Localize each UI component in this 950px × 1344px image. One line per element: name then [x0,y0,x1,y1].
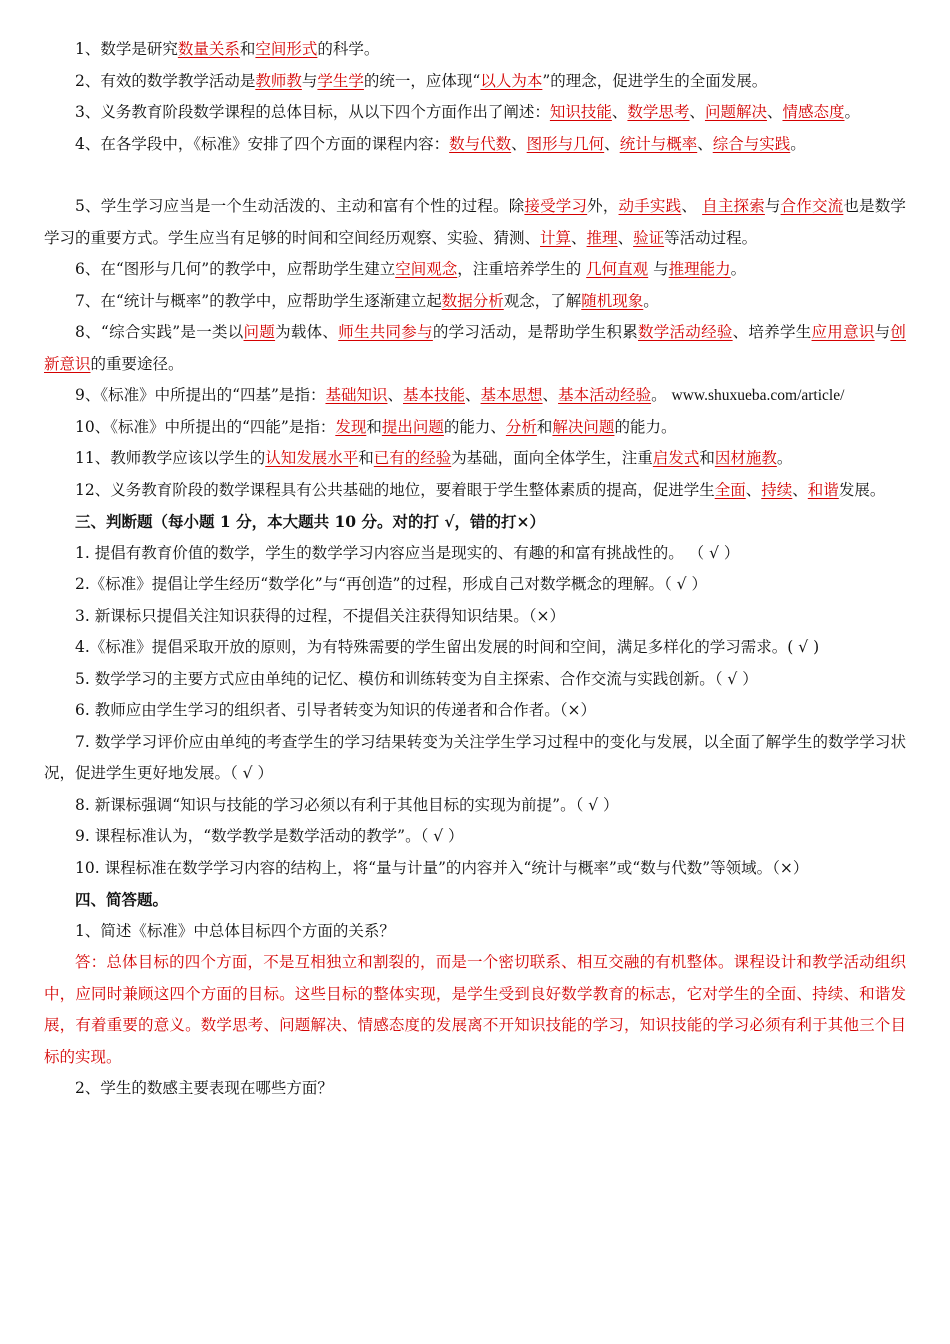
answer-blank: 综合与实践 [712,134,791,153]
text-segment: 的科学。 [317,40,380,58]
question-paragraph [44,443,906,475]
text-segment: 2.《标准》提倡让学生经历“数学化”与“再创造”的过程，形成自己对数学概念的理解。（ √ ） [75,575,707,593]
text-segment: 3、义务教育阶段数学课程的总体目标，从以下四个方面作出了阐述： [75,103,550,121]
answer-blank: 应用意识 [811,323,875,341]
answer-blank: 数与代数 [449,134,512,153]
question-paragraph [44,191,906,254]
text-segment: 发展。 [838,480,886,499]
text-segment: 4、在各学段中，《标准》安排了四个方面的课程内容： [75,134,450,153]
text-segment: 的能力。 [614,417,677,436]
text-segment: 。 [651,386,672,404]
text-segment: 、 [745,480,762,499]
question-paragraph [44,286,906,318]
answer-blank: 随机现象 [581,291,644,310]
text-segment: 2、有效的数学教学活动是 [75,71,256,90]
question-paragraph [44,254,906,286]
answer-blank: 推理 [586,228,618,247]
text-segment: 、 [617,228,634,247]
text-segment: 。 [790,134,806,153]
text-segment: 的能力、 [443,417,506,436]
answer-blank: 几何直观 [586,260,649,278]
answer-blank: 数学活动经验 [637,323,733,341]
text-segment: 4.《标准》提倡采取开放的原则，为有特殊需要的学生留出发展的时间和空间，满足多样化的学习需求。( √ ) [75,638,820,656]
text-segment: 、 [465,386,481,404]
text-segment: 与 [764,197,781,215]
question-paragraph [44,129,906,161]
text-segment: 观念，了解 [503,291,582,310]
text-segment: 、 [542,386,559,404]
text-segment: 、 [766,103,783,121]
text-segment: 5. 数学学习的主要方式应由单纯的记忆、模仿和训练转变为自主探索、合作交流与实践创新。（ √ ） [75,669,758,688]
text-segment: 、 [511,134,527,153]
text-segment: 2、学生的数感主要表现在哪些方面？ [75,1079,333,1097]
answer-blank: 验证 [633,228,665,247]
text-segment: 11、教师教学应该以学生的 [75,449,266,467]
answer-blank: 分析 [505,417,537,436]
question-paragraph [44,1073,906,1105]
text-segment: 。 [776,449,793,467]
text-segment: 和 [358,449,374,467]
text-segment: 为基础，面向全体学生，注重 [451,449,653,467]
answer-blank: 基础知识 [325,386,388,404]
text-segment: 与 [648,260,669,278]
text-segment: 也是数学学习的重要方式。学生应当有足够的时间和空间经历观察、实验、猜测、 [44,197,906,247]
text-segment: 、培养学生 [732,323,812,341]
text-segment: 和 [366,417,382,436]
text-segment: 7、在“统计与概率”的教学中，应帮助学生逐渐建立起 [75,291,442,310]
text-segment: 、 [611,103,628,121]
question-paragraph [44,695,906,727]
text-segment: 6、在“图形与几何”的教学中，应帮助学生建立 [75,260,396,278]
text-segment: ，注重培养学生的 [457,260,587,278]
question-paragraph [44,821,906,853]
answer-blank: 创新意识 [44,323,906,373]
question-paragraph [44,790,906,822]
text-segment: 三、判断题（每小题 1 分，本大题共 10 分。对的打 √，错的打×） [75,512,546,531]
question-paragraph [44,538,906,570]
question-paragraph [44,475,906,507]
answer-blank: 基本活动经验 [558,386,652,404]
answer-paragraph [44,947,906,1073]
answer-blank: 提出问题 [381,417,444,436]
question-paragraph [44,380,906,412]
question-paragraph [44,601,906,633]
answer-blank: 图形与几何 [526,134,605,153]
answer-blank: 发现 [335,417,367,436]
section-heading [44,506,906,538]
text-segment: 四、简答题。 [75,890,169,909]
question-paragraph [44,97,906,129]
answer-blank: 学生学 [317,71,364,90]
question-paragraph [44,664,906,696]
answer-blank: 知识技能 [549,103,612,121]
text-segment: 和 [239,40,256,58]
text-segment: 为载体、 [275,323,339,341]
answer-blank: 问题解决 [704,103,767,121]
question-paragraph [44,853,906,885]
text-segment: 1. 提倡有教育价值的数学，学生的数学学习内容应当是现实的、有趣的和富有挑战性的。 （ √ ） [75,543,740,562]
text-segment: 。 [643,291,659,310]
text-segment: 8. 新课标强调“知识与技能的学习必须以有利于其他目标的实现为前提”。（ √ ） [75,795,619,814]
answer-blank: 问题 [243,323,276,341]
text-segment: ”的理念，促进学生的全面发展。 [542,71,768,90]
text-segment: 的重要途径。 [90,354,184,373]
answer-blank: 和谐 [807,480,839,499]
text-segment: 7. 数学学习评价应由单纯的考查学生的学习结果转变为关注学生学习过程中的变化与发展，以全面了解学生的数学学习状况，促进学生更好地发展。（ √ ） [44,732,906,782]
answer-blank: 以人为本 [480,71,543,90]
text-segment: 、 [571,228,587,247]
text-segment: 9. 课程标准认为，“数学教学是数学活动的教学”。（ √ ） [75,827,464,845]
answer-blank: 接受学习 [524,197,588,215]
text-segment: 1、数学是研究 [75,40,178,58]
question-paragraph [44,66,906,98]
answer-blank: 已有的经验 [373,449,452,467]
answer-blank: 计算 [540,228,572,247]
question-paragraph [44,412,906,444]
answer-blank: 合作交流 [780,197,844,215]
text-segment: 与 [301,71,318,90]
text-segment: 6. 教师应由学生学习的组织者、引导者转变为知识的传递者和合作者。（×） [75,701,596,719]
question-paragraph [44,34,906,66]
answer-blank: 动手实践 [618,197,682,215]
answer-blank: 空间观念 [395,260,458,278]
text-segment: 和 [699,449,715,467]
question-paragraph [44,916,906,948]
question-paragraph [44,569,906,601]
text-segment: 8、“综合实践”是一类以 [75,323,244,341]
answer-blank: 推理能力 [668,260,731,278]
text-segment: 、 [604,134,620,153]
text-segment: 外， [587,197,619,215]
text-segment: 5、学生学习应当是一个生动活泼的、主动和富有个性的过程。除 [75,197,525,215]
answer-blank: 数量关系 [177,40,240,58]
text-segment: 12、义务教育阶段的数学课程具有公共基础的地位，要着眼于学生整体素质的提高，促进学生 [75,480,715,499]
text-segment: 。 [730,260,747,278]
answer-blank: 解决问题 [552,417,615,436]
text-segment: 3. 新课标只提倡关注知识获得的过程，不提倡关注获得知识结果。（×） [75,606,565,625]
answer-blank: 情感态度 [782,103,845,121]
question-paragraph [44,727,906,790]
answer-blank: 基本技能 [403,386,466,404]
text-segment: 的学习活动，是帮助学生积累 [432,323,638,341]
answer-blank: 认知发展水平 [265,449,359,467]
answer-blank: 自主探索 [702,197,765,215]
question-paragraph [44,317,906,380]
section-heading [44,884,906,916]
answer-blank: 因材施教 [714,449,777,467]
answer-blank: 数据分析 [441,291,504,310]
answer-blank: 全面 [714,480,746,499]
answer-blank: 统计与概率 [619,134,698,153]
answer-blank: 师生共同参与 [338,323,433,341]
answer-blank: 空间形式 [255,40,318,58]
question-paragraph [44,632,906,664]
text-segment: 等活动过程。 [664,228,758,247]
answer-blank: 持续 [761,480,793,499]
text-segment: 、 [697,134,713,153]
text-segment: 9、《标准》中所提出的“四基”是指： [75,386,326,404]
text-segment: 的统一，应体现“ [363,71,481,90]
text-segment: 。 [844,103,860,121]
text-segment: 和 [536,417,553,436]
text-segment: 、 [387,386,403,404]
watermark-url: www.shuxueba.com/article/ [671,387,845,404]
text-segment: 1、简述《标准》中总体目标四个方面的关系？ [75,921,395,940]
text-segment: 与 [874,323,891,341]
answer-blank: 基本思想 [480,386,543,404]
text-segment: 10. 课程标准在数学学习内容的结构上，将“量与计量”的内容并入“统计与概率”或“数与代数”等领域。（×） [75,858,809,877]
answer-blank: 启发式 [652,449,700,467]
answer-blank: 教师教 [255,71,302,90]
text-segment: 10、《标准》中所提出的“四能”是指： [75,417,336,436]
answer-blank: 数学思考 [627,103,690,121]
text-segment: 、 [681,197,703,215]
text-segment: 、 [689,103,705,121]
text-segment: 、 [792,480,808,499]
text-segment: 答：总体目标的四个方面，不是互相独立和割裂的，而是一个密切联系、相互交融的有机整体。课程设计和教学活动组织中，应同时兼顾这四个方面的目标。这些目标的整体实现，是学生受到良好数学教育的标志，它对学生的全面、持续、和谐发展，有着重要的意义。数学思考、问题解决、情感态度的发展离不开知识技能的学习，知识技能的学习必须有利于其他三个目标的实现。 [44,953,906,1066]
